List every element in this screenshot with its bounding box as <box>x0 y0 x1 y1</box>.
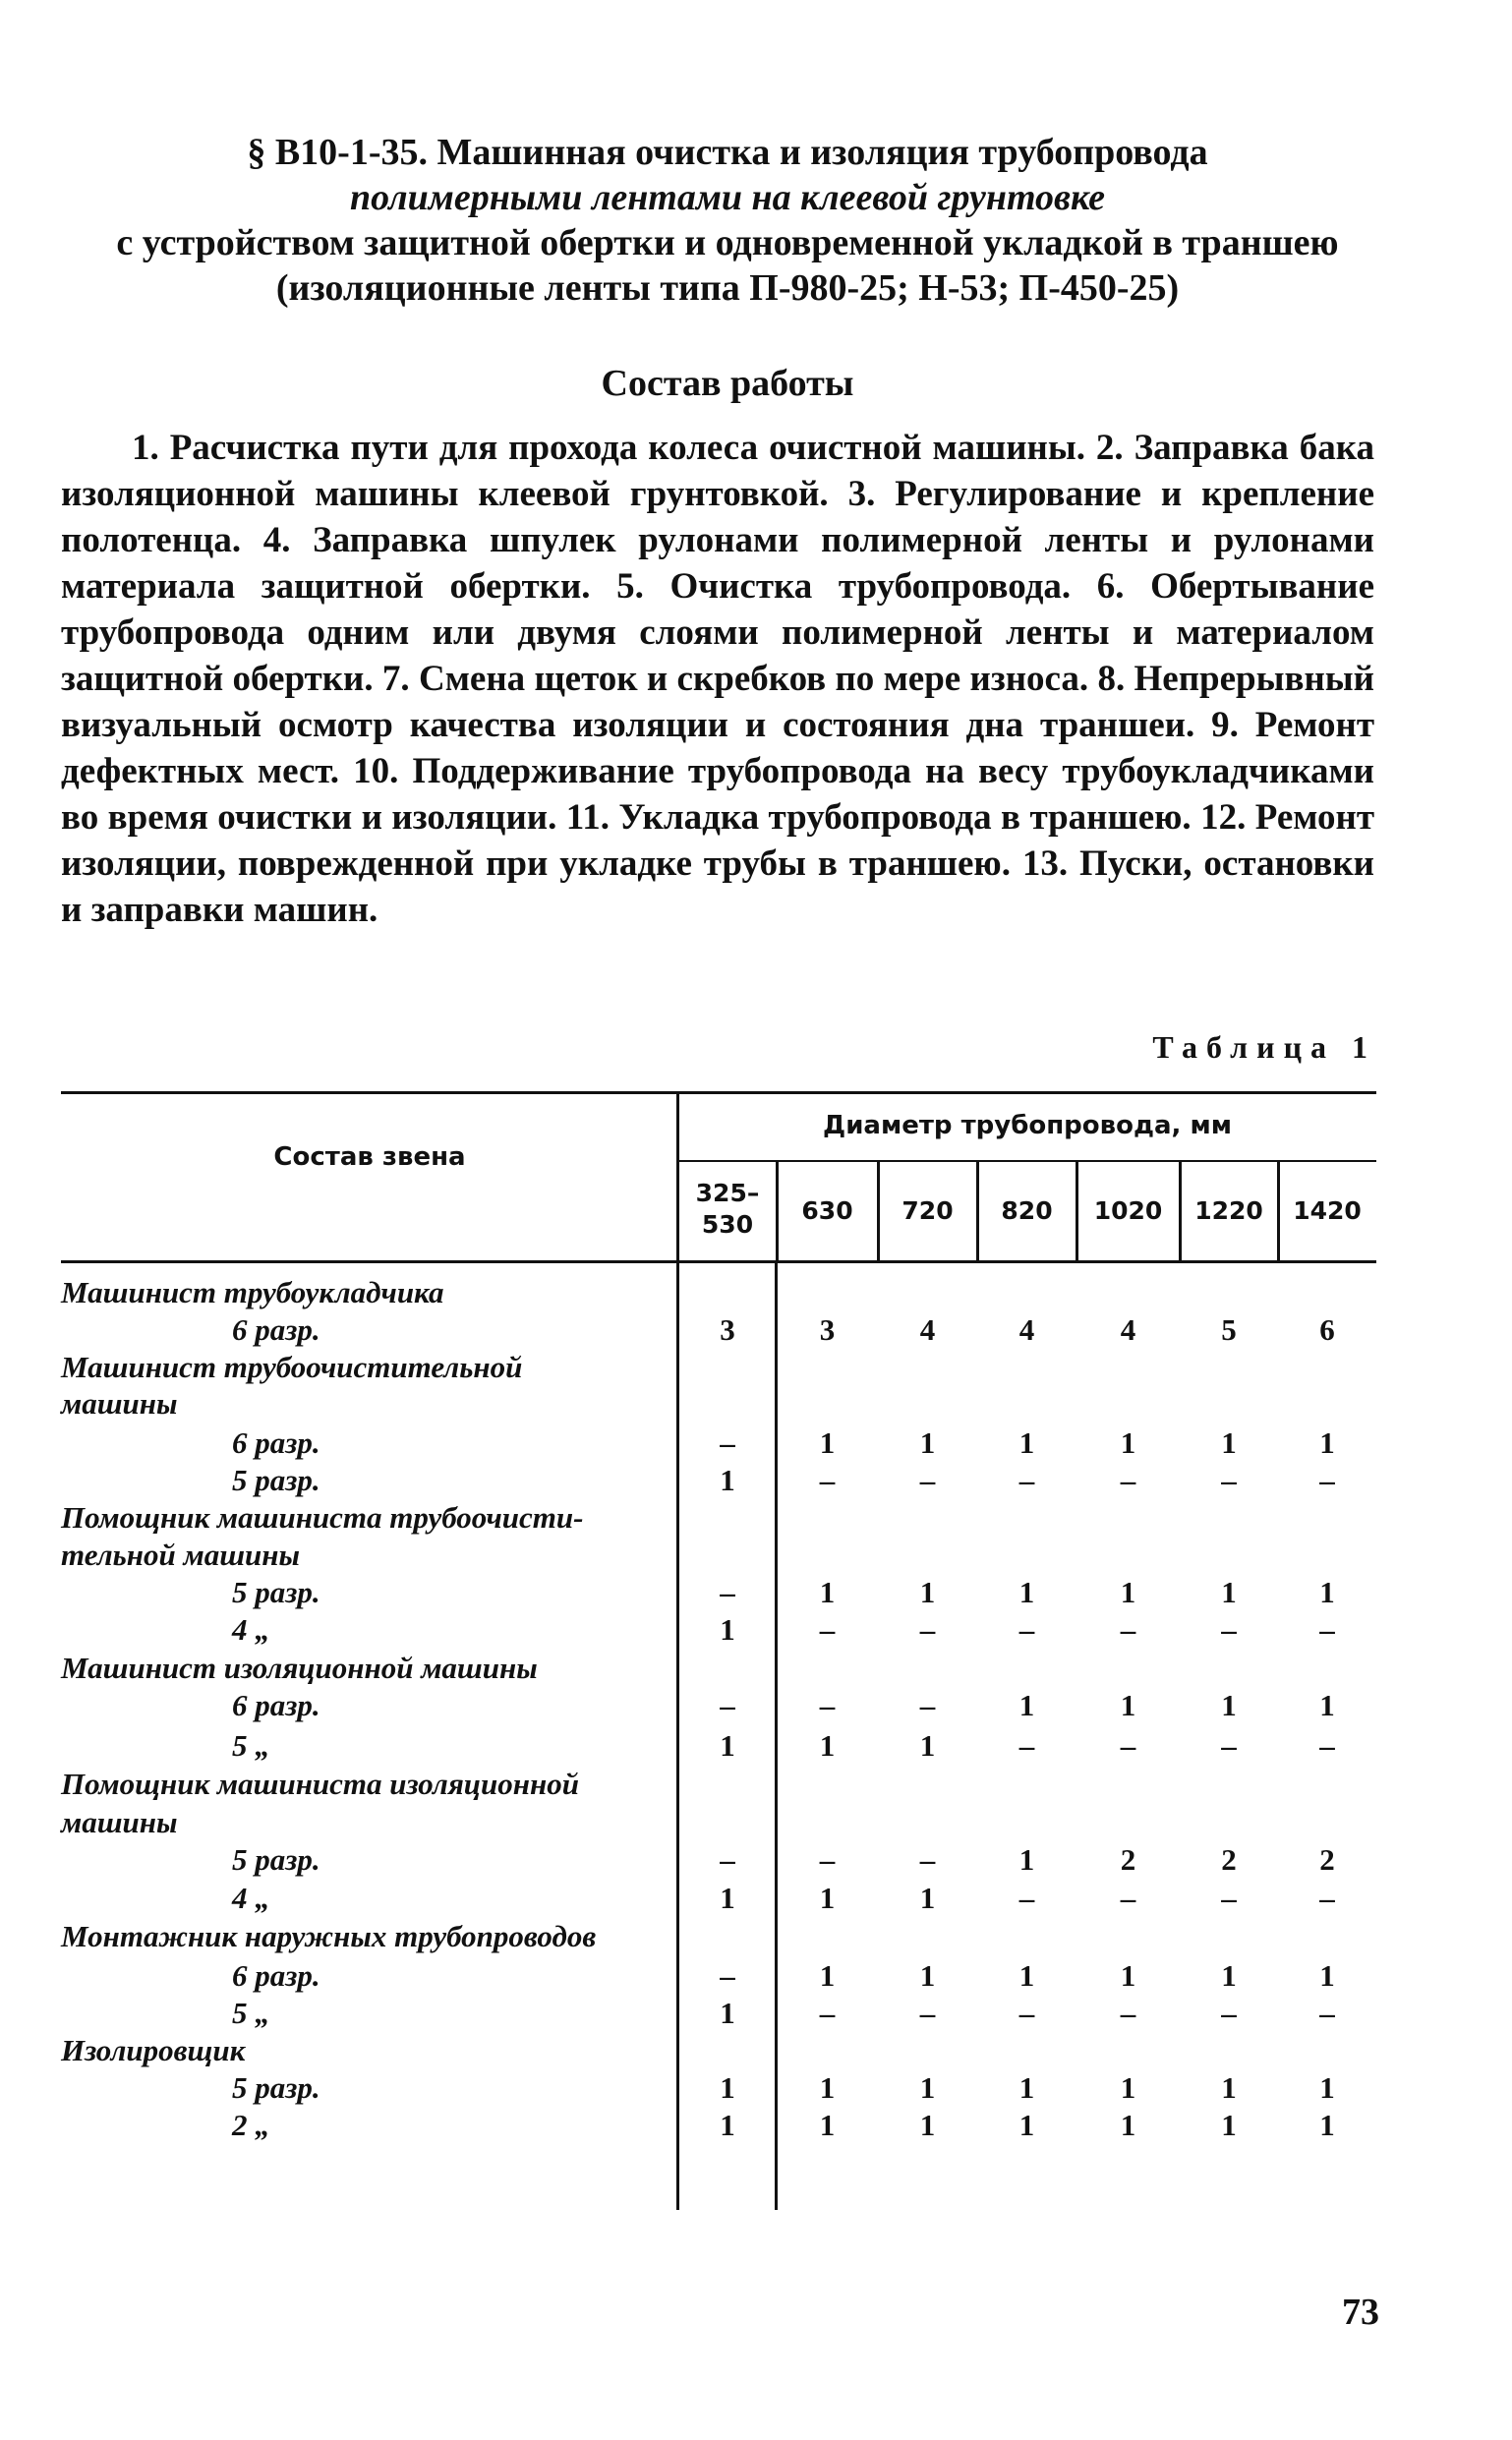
table-cell: 1 <box>819 1728 836 1763</box>
table-cell: – <box>1018 1728 1035 1763</box>
work-description <box>61 425 1374 933</box>
grade-label: 5 разр. <box>232 1842 320 1877</box>
column-header: 820 <box>1001 1196 1053 1225</box>
profession-label: Машинист трубоукладчика <box>61 1275 444 1309</box>
column-header: 1420 <box>1293 1196 1362 1225</box>
header-split-rule <box>678 1160 1376 1162</box>
table-cell: 1 <box>1018 1842 1035 1877</box>
table-row <box>0 1498 1512 1538</box>
table-cell: 1 <box>1018 1958 1035 1993</box>
page-number: 73 <box>1342 2292 1379 2333</box>
table-cell: 1 <box>1018 1575 1035 1609</box>
table-cell: – <box>919 1842 936 1877</box>
column-header: 720 <box>901 1196 954 1225</box>
table-cell: 1 <box>1319 1575 1335 1609</box>
table-row <box>0 1384 1512 1423</box>
table-cell: 1 <box>1120 1688 1136 1722</box>
table-cell: 1 <box>919 2108 936 2142</box>
grade-label: 5 разр. <box>232 1575 320 1609</box>
table-cell: 1 <box>1120 1575 1136 1609</box>
table-cell: – <box>1319 1463 1335 1497</box>
table-cell: 1 <box>1120 2070 1136 2105</box>
table-cell: 1 <box>1319 1958 1335 1993</box>
table-cell: 1 <box>1120 2108 1136 2142</box>
profession-label: тельной машины <box>61 1538 300 1572</box>
table-row <box>0 2106 1512 2145</box>
table-cell: – <box>720 1688 735 1722</box>
column-divider <box>676 1093 679 2210</box>
table-cell: 1 <box>919 1575 936 1609</box>
table-cell: – <box>919 1463 936 1497</box>
table-cell: 1 <box>1319 1425 1335 1460</box>
column-header: 325–530 <box>695 1179 760 1239</box>
table-cell: 1 <box>919 1958 936 1993</box>
table-cell: – <box>1018 1612 1035 1647</box>
table-cell: 1 <box>1221 1958 1237 1993</box>
heading-line-4: (изоляционные ленты типа П-980-25; Н-53; П-450-25) <box>275 267 1180 309</box>
table-cell: 1 <box>919 2070 936 2105</box>
table-row <box>0 1649 1512 1688</box>
table-cell: – <box>919 1688 936 1722</box>
table-row <box>0 2068 1512 2108</box>
table-cell: 1 <box>1018 1425 1035 1460</box>
table-cell: 3 <box>720 1312 735 1347</box>
table-cell: 4 <box>919 1312 936 1347</box>
table-cell: – <box>919 1612 936 1647</box>
table-cell: 1 <box>720 2070 735 2105</box>
table-cell: 1 <box>1018 1688 1035 1722</box>
table-cell: 1 <box>720 1612 735 1647</box>
table-row <box>0 1310 1512 1350</box>
table-cell: 4 <box>1018 1312 1035 1347</box>
table-cell: – <box>720 1842 735 1877</box>
table-cell: – <box>1319 1728 1335 1763</box>
header-bottom-rule <box>61 1260 1376 1263</box>
table-row <box>0 1573 1512 1612</box>
table-label: Таблица 1 <box>1152 1029 1376 1065</box>
grade-label: 4 „ <box>232 1612 270 1647</box>
grade-label: 2 „ <box>232 2108 270 2142</box>
table-row <box>0 1917 1512 1956</box>
table-cell: 1 <box>1221 2108 1237 2142</box>
table-cell: 1 <box>1221 1425 1237 1460</box>
table-row <box>0 1536 1512 1575</box>
table-cell: 2 <box>1120 1842 1136 1877</box>
profession-label: Изолировщик <box>61 2033 246 2067</box>
table-cell: – <box>1120 1612 1136 1647</box>
heading-line-2: полимерными лентами на клеевой грунтовке <box>349 177 1105 218</box>
table-cell: 1 <box>1120 1425 1136 1460</box>
table-cell: – <box>819 1996 836 2030</box>
work-description-text: 1. Расчистка пути для прохода колеса очистной машины. 2. Заправка бака изоляционной машины клеевой грунтовкой. 3. Регулирование и крепление полотенца. 4. Заправка шпулек рулонами полимерной ленты и рулонами материала защитной обертки. 5. Очистка трубопровода. 6. Обертывание трубопровода одним или двумя слоями полимерной ленты и материалом защитной обертки. 7. Смена щеток и скребков по мере износа. 8. Непрерывный визуальный осмотр качества изоляции и состояния дна траншеи. 9. Ремонт дефектных мест. 10. Поддерживание трубопровода на весу трубоукладчиками во время очистки и изоляции. 11. Укладка трубопровода в траншею. 12. Ремонт изоляции, поврежденной при укладке трубы в траншею. 13. Пуски, остановки и заправки машин. <box>61 428 1374 930</box>
heading-line-3: с устройством защитной обертки и одновременной укладкой в траншею <box>116 222 1339 263</box>
column-divider <box>776 1160 779 1262</box>
table-cell: – <box>919 1996 936 2030</box>
profession-label: Машинист трубоочистительной <box>61 1350 523 1384</box>
table-cell: 1 <box>720 1881 735 1915</box>
table-cell: 1 <box>720 1463 735 1497</box>
table-cell: – <box>1221 1881 1237 1915</box>
table-cell: 1 <box>819 1575 836 1609</box>
table-cell: 5 <box>1221 1312 1237 1347</box>
table-cell: 1 <box>1221 1575 1237 1609</box>
table-cell: 1 <box>720 1996 735 2030</box>
heading-line-1: § В10-1-35. Машинная очистка и изоляция трубопровода <box>247 132 1208 173</box>
table-row <box>0 1348 1512 1387</box>
crew-header: Состав звена <box>273 1142 466 1172</box>
table-row <box>0 1686 1512 1725</box>
table-cell: 1 <box>919 1425 936 1460</box>
grade-label: 5 разр. <box>232 1463 320 1497</box>
table-cell: – <box>1018 1996 1035 2030</box>
diameter-header: Диаметр трубопровода, мм <box>823 1111 1232 1140</box>
table-cell: 1 <box>919 1728 936 1763</box>
table-cell: 2 <box>1221 1842 1237 1877</box>
table-cell: 1 <box>819 2108 836 2142</box>
column-divider <box>1179 1160 1182 1262</box>
grade-label: 5 разр. <box>232 2070 320 2105</box>
table-cell: 1 <box>819 1958 836 1993</box>
table-cell: 1 <box>1018 2070 1035 2105</box>
grade-label: 6 разр. <box>232 1312 320 1347</box>
grade-label: 4 „ <box>232 1881 270 1915</box>
table-cell: – <box>720 1958 735 1993</box>
table-cell: 6 <box>1319 1312 1335 1347</box>
table-cell: 1 <box>1221 1688 1237 1722</box>
table-cell: 1 <box>819 1425 836 1460</box>
grade-label: 6 разр. <box>232 1958 320 1993</box>
table-cell: – <box>819 1612 836 1647</box>
table-cell: 1 <box>1319 1688 1335 1722</box>
table-row <box>0 1879 1512 1918</box>
table-cell: 1 <box>720 2108 735 2142</box>
table-cell: – <box>720 1575 735 1609</box>
table-cell: – <box>720 1425 735 1460</box>
profession-label: Монтажник наружных трубопроводов <box>61 1919 597 1953</box>
table-cell: 1 <box>819 2070 836 2105</box>
table-cell: – <box>1221 1463 1237 1497</box>
column-divider <box>775 1262 778 2210</box>
table-cell: – <box>819 1688 836 1722</box>
table-cell: 1 <box>1018 2108 1035 2142</box>
table-row <box>0 1273 1512 1312</box>
table-top-rule <box>61 1091 1376 1094</box>
table-cell: – <box>819 1842 836 1877</box>
table-row <box>0 1610 1512 1650</box>
table-cell: – <box>1319 1612 1335 1647</box>
table-cell: – <box>1221 1728 1237 1763</box>
column-divider <box>1277 1160 1280 1262</box>
table-cell: 1 <box>819 1881 836 1915</box>
table-cell: 1 <box>1120 1958 1136 1993</box>
table-cell: 1 <box>919 1881 936 1915</box>
table-cell: – <box>1120 1463 1136 1497</box>
table-cell: – <box>1120 1881 1136 1915</box>
table-cell: 3 <box>819 1312 836 1347</box>
table-row <box>0 1956 1512 1996</box>
table-cell: – <box>1319 1996 1335 2030</box>
subheading: Состав работы <box>601 363 854 404</box>
table-cell: 1 <box>720 1728 735 1763</box>
grade-label: 5 „ <box>232 1996 270 2030</box>
table-cell: 1 <box>1319 2070 1335 2105</box>
table-cell: – <box>1018 1881 1035 1915</box>
column-divider <box>976 1160 979 1262</box>
column-header: 630 <box>801 1196 853 1225</box>
table-row <box>0 1994 1512 2033</box>
table-cell: 4 <box>1120 1312 1136 1347</box>
table-row <box>0 1765 1512 1804</box>
table-cell: – <box>1018 1463 1035 1497</box>
table-row <box>0 1461 1512 1500</box>
section-heading <box>59 130 1396 311</box>
table-cell: – <box>1319 1881 1335 1915</box>
column-header: 1220 <box>1194 1196 1263 1225</box>
table-row <box>0 1840 1512 1880</box>
table-row <box>0 1423 1512 1463</box>
table-cell: – <box>819 1463 836 1497</box>
profession-label: Помощник машиниста изоляционной <box>61 1767 579 1801</box>
table-cell: 1 <box>1319 2108 1335 2142</box>
grade-label: 6 разр. <box>232 1688 320 1722</box>
column-divider <box>1076 1160 1078 1262</box>
table-cell: 1 <box>1221 2070 1237 2105</box>
grade-label: 6 разр. <box>232 1425 320 1460</box>
column-header: 1020 <box>1093 1196 1163 1225</box>
table-cell: – <box>1221 1996 1237 2030</box>
profession-label: машины <box>61 1386 178 1421</box>
profession-label: Машинист изоляционной машины <box>61 1651 538 1685</box>
table-row <box>0 1803 1512 1842</box>
table-row <box>0 2031 1512 2070</box>
grade-label: 5 „ <box>232 1728 270 1763</box>
table-cell: – <box>1221 1612 1237 1647</box>
table-row <box>0 1726 1512 1766</box>
column-divider <box>877 1160 880 1262</box>
table-cell: – <box>1120 1728 1136 1763</box>
table-cell: 2 <box>1319 1842 1335 1877</box>
profession-label: машины <box>61 1805 178 1839</box>
table-cell: – <box>1120 1996 1136 2030</box>
profession-label: Помощник машиниста трубоочисти- <box>61 1500 584 1535</box>
